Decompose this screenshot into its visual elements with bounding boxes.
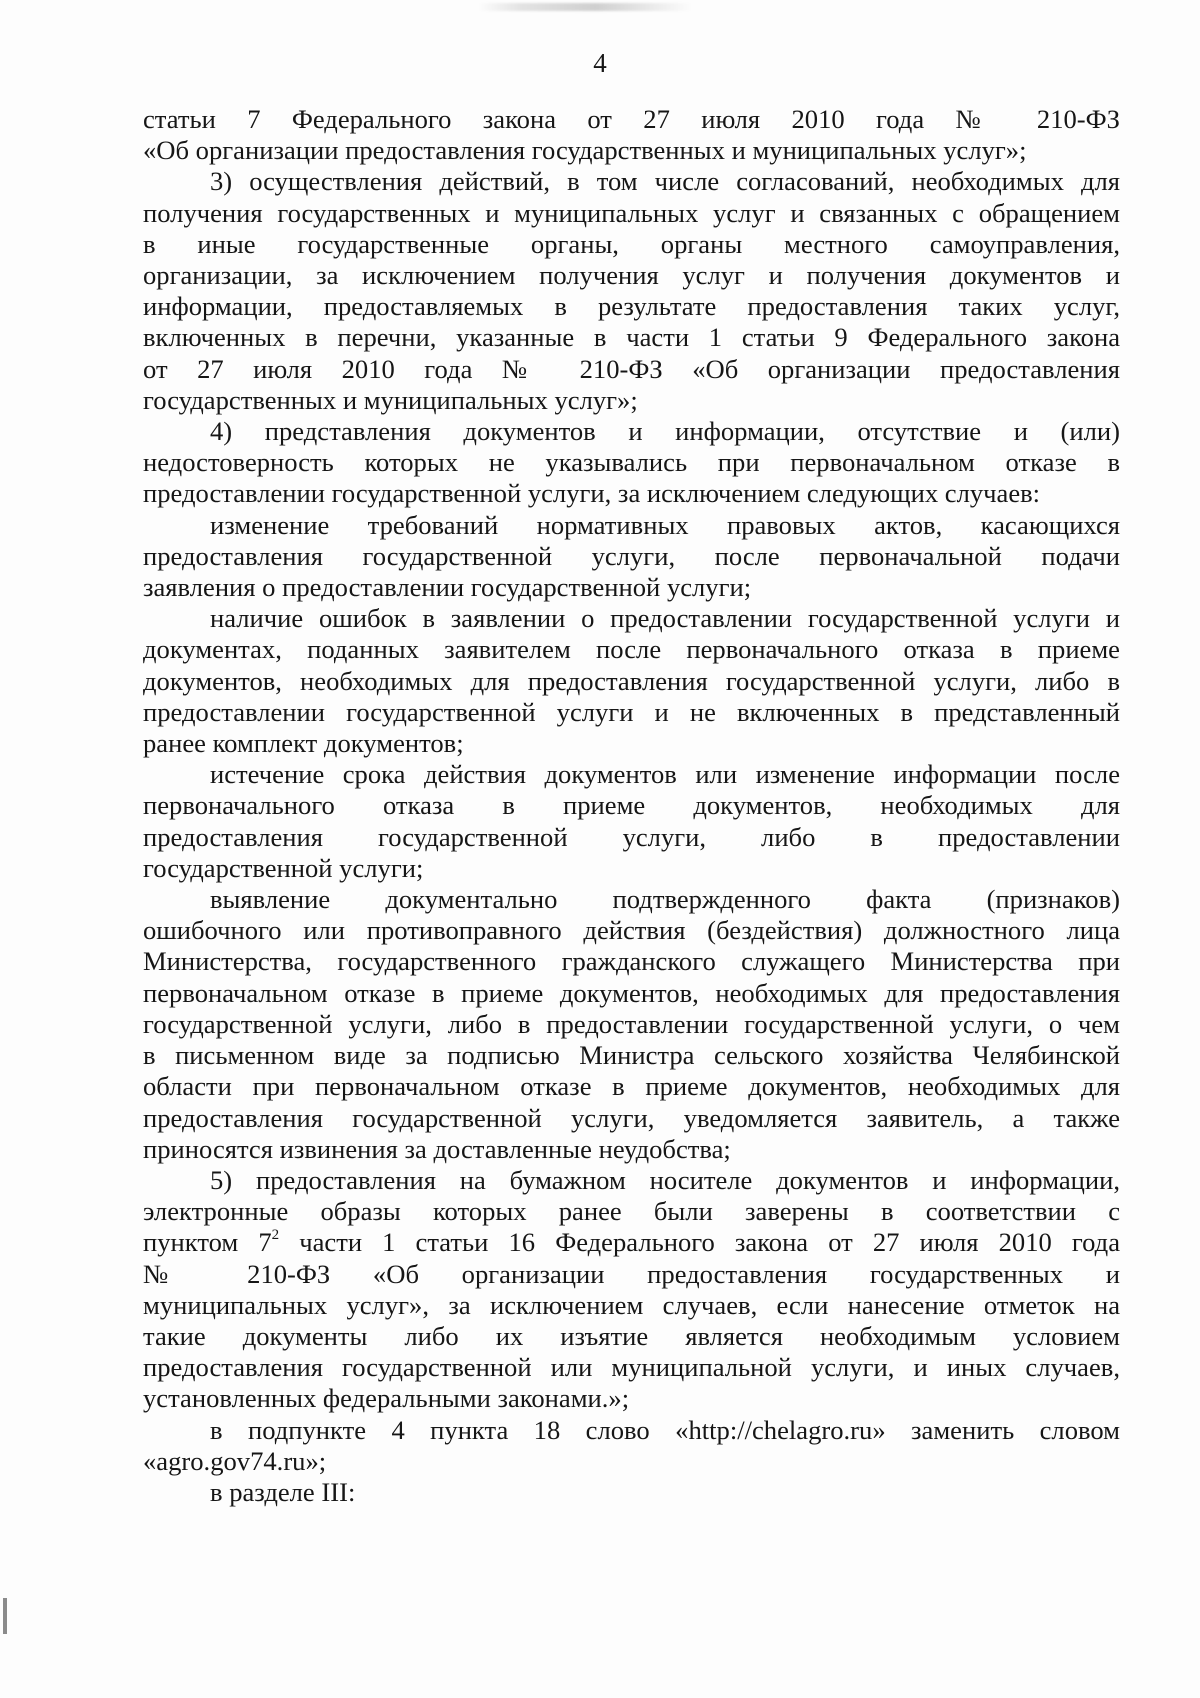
text-line: в разделе III: [210,1476,356,1507]
text-line: первоначального отказа в приеме документов, необходимых для [143,790,1120,821]
text-line: от 27 июля 2010 года № 210-ФЗ «Об организации предоставления [143,353,1120,384]
text-line-with-superscript [143,1227,1120,1258]
text-line: в письменном виде за подписью Министра сельского хозяйства Челябинской [143,1040,1120,1071]
text-line: недостоверность которых не указывались при первоначальном отказе в [143,447,1120,478]
text-line: статьи 7 Федерального закона от 27 июля 2010 года № 210-ФЗ [143,104,1120,134]
text-line: первоначальном отказе в приеме документов, необходимых для предоставления [143,977,1120,1008]
text-line: организации, за исключением получения услуг и получения документов и [143,260,1120,291]
superscript: 2 [271,1227,280,1244]
text-line: установленных федеральными законами.»; [143,1383,630,1414]
text-line: заявления о предоставлении государственной услуги; [143,572,752,603]
text-line: предоставлении государственной услуги, за исключением следующих случаев: [143,478,1041,509]
text-line: наличие ошибок в заявлении о предоставлении государственной услуги и [210,603,1120,634]
text-line: государственной услуги; [143,852,424,883]
text-line: предоставления государственной услуги, после первоначальной подачи [143,540,1120,571]
text-line: государственной услуги, либо в предоставлении государственной услуги, о чем [143,1008,1120,1039]
text-line: включенных в перечни, указанные в части 1 статьи 9 Федерального закона [143,322,1120,353]
text-line: государственных и муниципальных услуг»; [143,384,638,415]
text-line: предоставления государственной услуги, либо в предоставлении [143,821,1120,852]
text-line: истечение срока действия документов или изменение информации после [210,759,1120,790]
text-segment: пунктом 7 [143,1227,272,1258]
text-line: выявление документально подтвержденного факта (признаков) [210,884,1120,915]
text-line: документов, необходимых для предоставления государственной услуги, либо в [143,665,1120,696]
text-segment: части 1 статьи 16 Федерального закона от 27 июля 2010 года [279,1227,1120,1258]
scan-artifact [478,3,692,11]
document-body [143,104,1120,1508]
text-line: электронные образы которых ранее были заверены в соответствии с [143,1196,1120,1227]
text-line: предоставления государственной или муниципальной услуги, и иных случаев, [143,1352,1120,1383]
text-line: «agro.gov74.ru»; [143,1445,327,1476]
text-line: «Об организации предоставления государственных и муниципальных услуг»; [143,135,1027,166]
text-line: ошибочного или противоправного действия (бездействия) должностного лица [143,915,1120,946]
text-line: области при первоначальном отказе в приеме документов, необходимых для [143,1071,1120,1102]
text-line: в подпункте 4 пункта 18 слово «http://chelagro.ru» заменить словом [210,1414,1120,1445]
text-line: 4) представления документов и информации, отсутствие и (или) [210,416,1120,447]
text-line: № 210-ФЗ «Об организации предоставления государственных и [143,1258,1120,1289]
page-number: 4 [593,48,607,78]
text-line: такие документы либо их изъятие является необходимым условием [143,1320,1120,1351]
text-line: документах, поданных заявителем после первоначального отказа в приеме [143,634,1120,665]
text-line: 5) предоставления на бумажном носителе документов и информации, [210,1164,1120,1195]
text-line: 3) осуществления действий, в том числе согласований, необходимых для [210,166,1120,197]
text-line: приносятся извинения за доставленные неудобства; [143,1133,731,1164]
text-line: предоставления государственной услуги, уведомляется заявитель, а также [143,1102,1120,1133]
text-line: муниципальных услуг», за исключением случаев, если нанесение отметок на [143,1289,1120,1320]
text-line: Министерства, государственного гражданского служащего Министерства при [143,946,1120,977]
text-line: предоставлении государственной услуги и не включенных в представленный [143,696,1120,727]
text-line: информации, предоставляемых в результате предоставления таких услуг, [143,291,1120,322]
text-line: ранее комплект документов; [143,728,464,759]
scan-edge-mark [3,1598,7,1634]
text-line: изменение требований нормативных правовых актов, касающихся [210,509,1120,540]
text-line: получения государственных и муниципальных услуг и связанных с обращением [143,197,1120,228]
text-line: в иные государственные органы, органы местного самоуправления, [143,228,1120,259]
